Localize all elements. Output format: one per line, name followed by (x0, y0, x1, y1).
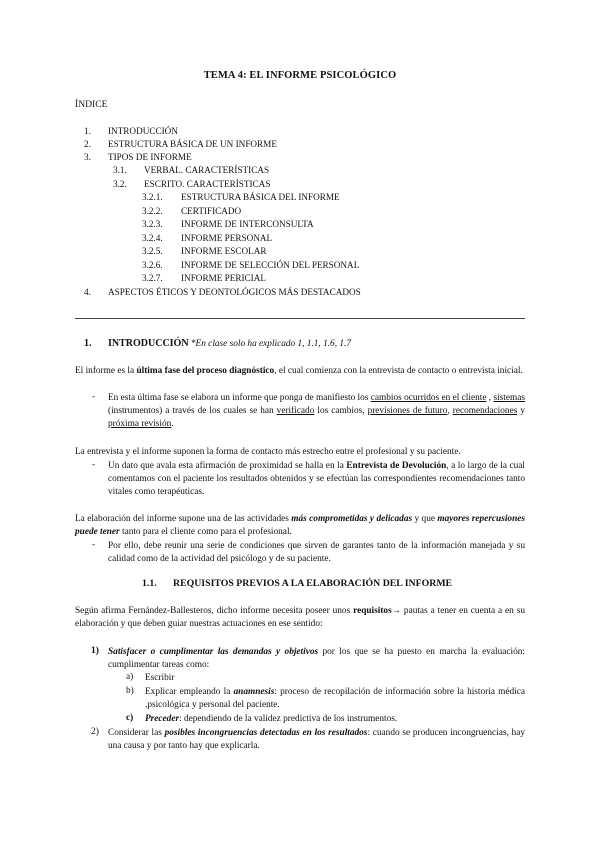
bullet-dash: - (92, 540, 96, 550)
toc-label: ASPECTOS ÉTICOS Y DEONTOLÓGICOS MÁS DESTACADOS (108, 287, 361, 297)
toc-item[interactable] (142, 245, 267, 258)
section-note: *En clase solo ha explicado 1, 1.1, 1.6, 1.7 (188, 339, 351, 349)
paragraph-fernandez-ballesteros: Según afirma Fernández-Ballesteros, dicho informe necesita poseer unos requisitos→ pautas a tener en cuenta a en su elaboración y que deben guiar nuestras actuaciones en ese sentido: (75, 606, 525, 630)
section-title: INTRODUCCIÓN (108, 338, 189, 349)
paragraph-informe-ultima-fase: El informe es la última fase del proceso diagnóstico, el cual comienza con la entrevista de contacto o entrevista inicial. (75, 366, 523, 376)
toc-label: INFORME DE SELECCIÓN DEL PERSONAL (181, 260, 360, 270)
requirement-incongruencias: Considerar las posibles incongruencias detectadas en los resultados: cuando se producen incongruencias, hay una causa y por tanto hay que explicarla. (108, 728, 525, 752)
horizontal-divider (75, 318, 525, 319)
bullet-entrevista-devolucion: Un dato que avala esta afirmación de proximidad se halla en la Entrevista de Devolución, a lo largo de la cual comentamos con el paciente los resultados obtenidos y se efectúan las correspondientes recomendaciones tanto vitales como terapéuticas. (108, 461, 526, 498)
paragraph-entrevista-informe: La entrevista y el informe suponen la forma de contacto más estrecho entre el profesional y su paciente. (75, 447, 461, 457)
bullet-dash: - (92, 392, 96, 402)
toc-item[interactable] (142, 272, 266, 285)
requirement-number: 2) (91, 727, 99, 737)
toc-label: INFORME PERSONAL (181, 233, 273, 243)
toc-number: 3.1. (113, 165, 127, 175)
requirement-satisfacer-demandas: Satisfacer o cumplimentar las demandas y objetivos por los que se ha puesto en marcha la evaluación: cumplimentar tareas como: (108, 647, 525, 671)
toc-item[interactable] (113, 178, 271, 191)
section-heading-introduccion (84, 338, 351, 349)
toc-item[interactable] (84, 138, 277, 151)
paragraph-elaboracion-informe: La elaboración del informe supone una de las actividades más comprometidas y delicadas y que mayores repercusiones puede tener tanto para el cliente como para el profesional. (75, 514, 525, 538)
list-letter: b) (126, 686, 134, 696)
document-title (0, 70, 600, 81)
list-item-preceder: Preceder: dependiendo de la validez predictiva de los instrumentos. (145, 714, 398, 724)
toc-number: 3.2.1. (142, 192, 163, 202)
toc-item[interactable] (142, 218, 314, 231)
list-item-explicar-anamnesis: Explicar empleando la anamnesis: proceso de recopilación de información sobre la historia médica ,psicológica y personal del paciente. (145, 687, 525, 711)
subsection-number: 1.1. (142, 578, 157, 589)
toc-number: 3.2. (113, 179, 127, 189)
subsection-title: REQUISITOS PREVIOS A LA ELABORACIÓN DEL INFORME (173, 578, 453, 589)
list-item-escribir: Escribir (145, 673, 175, 683)
section-number: 1. (84, 338, 92, 349)
toc-number: 2. (84, 139, 91, 149)
toc-number: 3.2.2. (142, 206, 163, 216)
toc-label: INTRODUCCIÓN (108, 126, 178, 136)
toc-label: TIPOS DE INFORME (108, 152, 192, 162)
toc-label: ESCRITO. CARACTERÍSTICAS (144, 179, 271, 189)
toc-number: 3. (84, 152, 91, 162)
toc-label: CERTIFICADO (181, 206, 242, 216)
bullet-condiciones: Por ello, debe reunir una serie de condiciones que sirven de garantes tanto de la información manejada y su calidad como de la actividad del psicólogo y de su paciente. (108, 541, 525, 565)
toc-number: 1. (84, 126, 91, 136)
bullet-cambios-cliente: En esta última fase se elabora un informe que ponga de manifiesto los cambios ocurridos en el cliente , sistemas (instrumentos) a través de los cuales se han verificado los cambios, previsiones de futuro, recomendaciones y próxima revisión. (108, 393, 525, 430)
toc-label: ESTRUCTURA BÁSICA DEL INFORME (181, 192, 340, 202)
toc-item[interactable] (142, 232, 273, 245)
toc-number: 3.2.4. (142, 233, 163, 243)
list-letter: c) (126, 713, 134, 723)
toc-number: 4. (84, 287, 91, 297)
toc-label: INFORME PERICIAL (181, 273, 266, 283)
title-rest: : EL INFORME PSICOLÓGICO (243, 70, 397, 81)
toc-number: 3.2.3. (142, 219, 163, 229)
subsection-heading-requisitos (142, 578, 453, 589)
toc-item[interactable] (84, 151, 192, 164)
bullet-dash: - (92, 460, 96, 470)
title-topic: TEMA 4 (203, 70, 244, 81)
toc-number: 3.2.6. (142, 260, 163, 270)
list-letter: a) (126, 672, 134, 682)
toc-label: INFORME DE INTERCONSULTA (181, 219, 314, 229)
toc-item[interactable] (84, 125, 178, 138)
toc-label: INFORME ESCOLAR (181, 246, 267, 256)
toc-label: VERBAL. CARACTERÍSTICAS (144, 165, 270, 175)
requirement-number: 1) (91, 646, 99, 656)
toc-item[interactable] (142, 205, 242, 218)
toc-item[interactable] (113, 164, 270, 177)
toc-label: ESTRUCTURA BÁSICA DE UN INFORME (108, 139, 277, 149)
index-heading: ÍNDICE (75, 99, 108, 110)
toc-item[interactable] (142, 191, 340, 204)
toc-item[interactable] (142, 259, 360, 272)
toc-item[interactable] (84, 286, 361, 299)
toc-number: 3.2.5. (142, 246, 163, 256)
toc-number: 3.2.7. (142, 273, 163, 283)
